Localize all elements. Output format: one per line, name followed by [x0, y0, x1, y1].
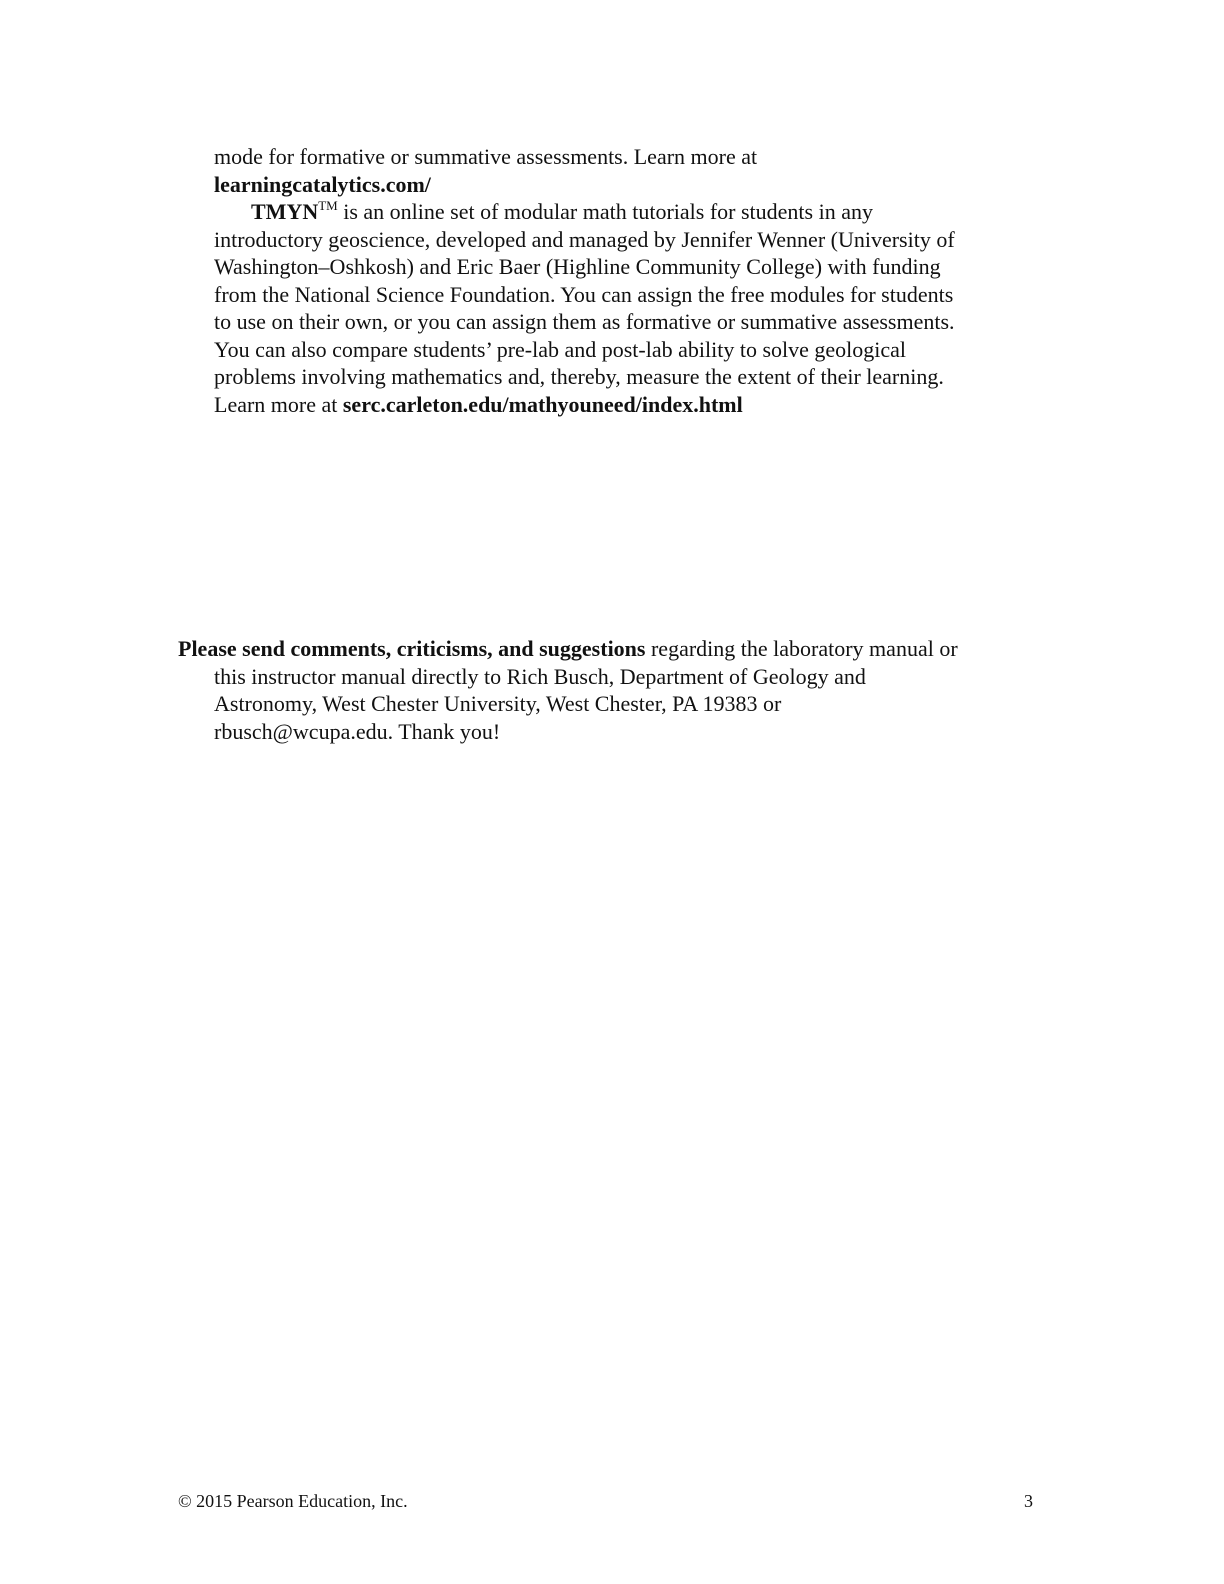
paragraph-text: Learn more at — [214, 391, 343, 417]
paragraph-line: Washington–Oshkosh) and Eric Baer (Highline Community College) with funding — [214, 254, 941, 279]
learning-catalytics-link[interactable]: learningcatalytics.com/ — [214, 171, 431, 197]
paragraph-line: to use on their own, or you can assign them as formative or summative assessments. — [214, 309, 955, 334]
paragraph-line: problems involving mathematics and, thereby, measure the extent of their learning. — [214, 364, 944, 389]
footer-page-number: 3 — [1024, 1491, 1033, 1511]
trademark-mark: TM — [318, 198, 338, 213]
contact-lead: Please send comments, criticisms, and suggestions — [178, 636, 646, 661]
paragraph-line: introductory geoscience, developed and managed by Jennifer Wenner (University of — [214, 226, 955, 252]
paragraph-line: mode for formative or summative assessments. Learn more at — [214, 144, 758, 169]
paragraph-text: is an online set of modular math tutorials for students in any — [337, 199, 873, 224]
paragraph-line: this instructor manual directly to Rich Busch, Department of Geology and — [214, 663, 866, 689]
paragraph-line: from the National Science Foundation. You can assign the free modules for students — [214, 281, 954, 307]
serc-link[interactable]: serc.carleton.edu/mathyouneed/index.html — [342, 391, 743, 417]
tmyn-title: TMYN — [251, 199, 319, 224]
contact-email-line: rbusch@wcupa.edu. Thank you! — [214, 718, 501, 744]
paragraph-line: You can also compare students’ pre-lab and post-lab ability to solve geological — [214, 336, 907, 362]
paragraph-text: regarding the laboratory manual or — [645, 636, 958, 661]
tmyn-paragraph — [214, 198, 955, 418]
footer-copyright: © 2015 Pearson Education, Inc. — [178, 1491, 408, 1511]
paragraph-line: Astronomy, West Chester University, West Chester, PA 19383 or — [214, 691, 782, 716]
learning-catalytics-paragraph — [214, 143, 757, 198]
contact-paragraph — [178, 635, 958, 745]
